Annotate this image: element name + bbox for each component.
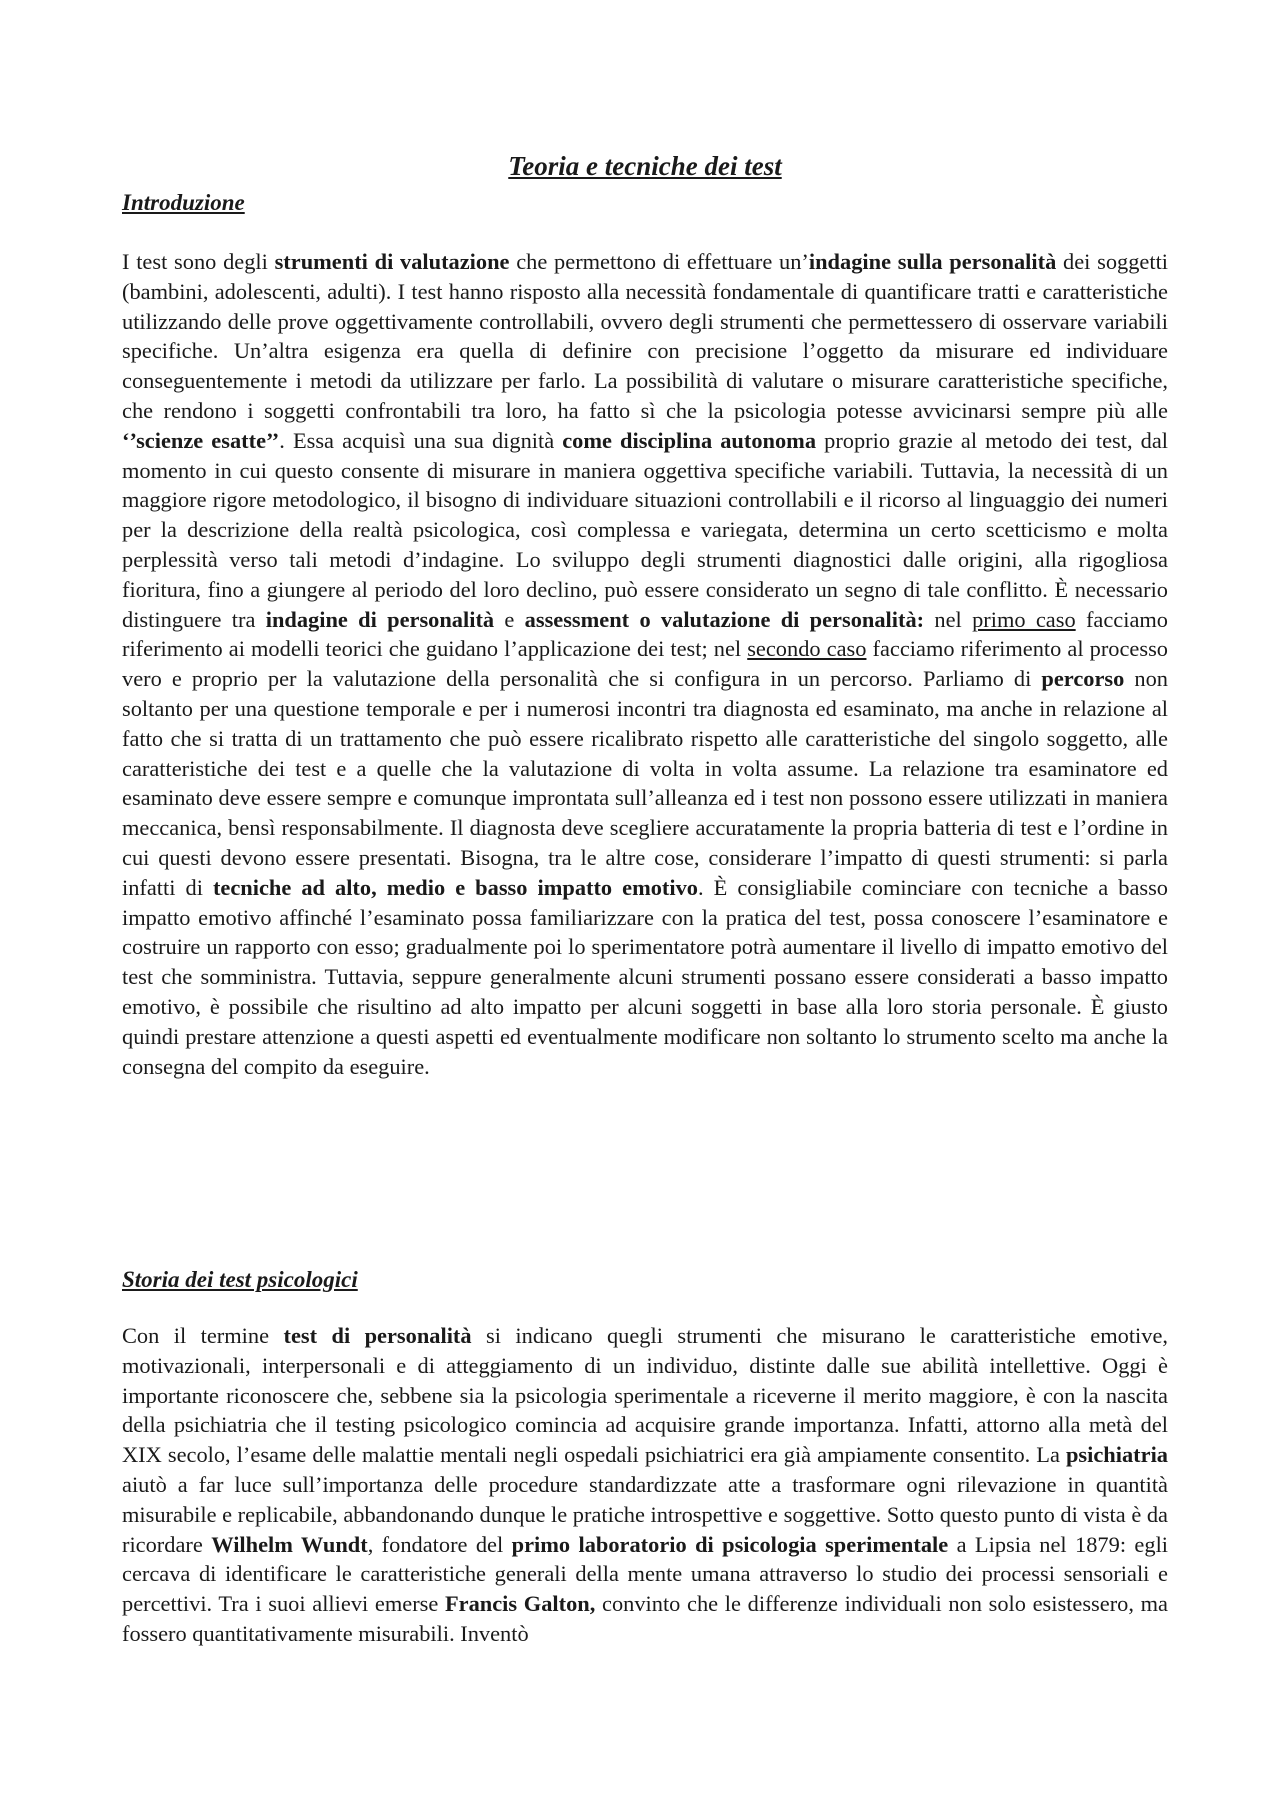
text-run: , fondatore del (367, 1531, 512, 1557)
bold-text: ‘’scienze esatte’’ (122, 427, 280, 453)
bold-text: assessment o valutazione di personalità: (524, 606, 925, 632)
text-run: dei soggetti (bambini, adolescenti, adulti). I test hanno risposto alla necessità fondamentale di quantificare tratti e caratteristiche utilizzando delle prove oggettivamente controllabili, ovvero degli strumenti che permettessero di osservare variabili specifiche. Un’altra esigenza era quella di definire con precisione l’oggetto da misurare ed individuare conseguentemente i metodi da utilizzare per farlo. La possibilità di valutare o misurare caratteristiche specifiche, che rendono i soggetti confrontabili tra loro, ha fatto sì che la psicologia potesse avvicinarsi sempre più alle (122, 249, 1169, 423)
text-run: Con il termine (122, 1323, 284, 1348)
underlined-text: secondo caso (747, 636, 867, 662)
bold-text: strumenti di valutazione (274, 249, 510, 274)
bold-text: tecniche ad alto, medio e basso impatto emotivo (212, 874, 699, 900)
text-run: si indicano quegli strumenti che misurano le caratteristiche emotive, motivazionali, interpersonali e di atteggiamento di un individuo, distinte dalle sue abilità intellettive. Oggi è importante riconoscere che, sebbene sia la psicologia sperimentale a riceverne il merito maggiore, è con la nascita della psichiatria che il testing psicologico comincia ad acquisire grande importanza. Infatti, attorno alla metà del XIX secolo, l’esame delle malattie mentali negli ospedali psichiatrici era già ampiamente consentito. La (122, 1323, 1168, 1468)
bold-text: Francis Galton, (444, 1591, 596, 1617)
bold-text: indagine di personalità (265, 606, 495, 632)
text-run: facciamo riferimento ai modelli teorici che guidano l’applicazione dei test; nel (122, 606, 1168, 662)
bold-text: come disciplina autonoma (562, 427, 817, 453)
text-run: non soltanto per una questione temporale e per i numerosi incontri tra diagnosta ed esaminato, ma anche in relazione al fatto che si tratta di un trattamento che può essere ricalibrato rispetto alle caratteristiche del singolo soggetto, alle caratteristiche dei test e a quelle che la valutazione di volta in volta assume. La relazione tra esaminatore ed esaminato deve essere sempre e comunque improntata sull’alleanza ed i test non possono essere utilizzati in maniera meccanica, bensì responsabilmente. Il diagnosta deve scegliere accuratamente la propria batteria di test e l’ordine in cui questi devono essere presentati. Bisogna, tra le altre cose, considerare l’impatto di questi strumenti: si parla infatti di (122, 666, 1168, 900)
text-run: . Essa acquisì una sua dignità (279, 427, 563, 453)
text-run: convinto che le differenze individuali non solo esistessero, ma fossero quantitativamente misurabili. Inventò (122, 1591, 1168, 1646)
text-run: nel (924, 606, 973, 632)
underlined-text: primo caso (972, 606, 1076, 632)
paragraph-storia (122, 1321, 1168, 1771)
bold-text: primo laboratorio di psicologia sperimentale (511, 1531, 949, 1557)
bold-text: percorso (1041, 666, 1125, 692)
text-run: aiutò a far luce sull’importanza delle procedure standardizzate atte a trasformare ogni rilevazione in quantità misurabile e replicabile, abbandonando dunque le pratiche introspettive e soggettive. Sotto questo punto di vista è da ricordare (122, 1471, 1168, 1557)
section-heading-introduzione: Introduzione (122, 190, 245, 215)
text-run: facciamo riferimento al processo vero e proprio per la valutazione della personalità che si configura in un percorso. Parliamo di (122, 636, 1168, 692)
bold-text: psichiatria (1065, 1442, 1168, 1468)
section-heading-storia: Storia dei test psicologici (122, 1267, 358, 1292)
text-run: che permettono di effettuare un’ (509, 249, 809, 274)
text-run: a Lipsia nel 1879: egli cercava di identificare le caratteristiche generali della mente umana attraverso lo studio dei processi sensoriali e percettivi. Tra i suoi allievi emerse (122, 1531, 1168, 1617)
text-run: e (494, 606, 525, 632)
bold-text: test di personalità (283, 1323, 472, 1348)
bold-text: indagine sulla personalità (808, 249, 1057, 274)
text-run: I test sono degli (122, 249, 275, 274)
page-title: Teoria e tecniche dei test (508, 151, 782, 181)
text-run: proprio grazie al metodo dei test, dal momento in cui questo consente di misurare in maniera oggettiva specifiche variabili. Tuttavia, la necessità di un maggiore rigore metodologico, il bisogno di individuare situazioni controllabili e il ricorso al linguaggio dei numeri per la descrizione della realtà psicologica, così complessa e variegata, determina un certo scetticismo e molta perplessità verso tali metodi d’indagine. Lo sviluppo degli strumenti diagnostici dalle origini, alla rigogliosa fioritura, fino a giungere al periodo del loro declino, può essere considerato un segno di tale conflitto. È necessario distinguere tra (122, 427, 1168, 632)
bold-text: Wilhelm Wundt (211, 1531, 368, 1557)
paragraph-introduzione (122, 247, 1168, 1081)
text-run: . È consigliabile cominciare con tecniche a basso impatto emotivo affinché l’esaminato possa familiarizzare con la pratica del test, possa conoscere l’esaminatore e costruire un rapporto con esso; gradualmente poi lo sperimentatore potrà aumentare il livello di impatto emotivo del test che somministra. Tuttavia, seppure generalmente alcuni strumenti possano essere considerati a basso impatto emotivo, è possibile che risultino ad alto impatto per alcuni soggetti in base alla loro storia personale. È giusto quindi prestare attenzione a questi aspetti ed eventualmente modificare non soltanto lo strumento scelto ma anche la consegna del compito da eseguire. (122, 874, 1169, 1079)
